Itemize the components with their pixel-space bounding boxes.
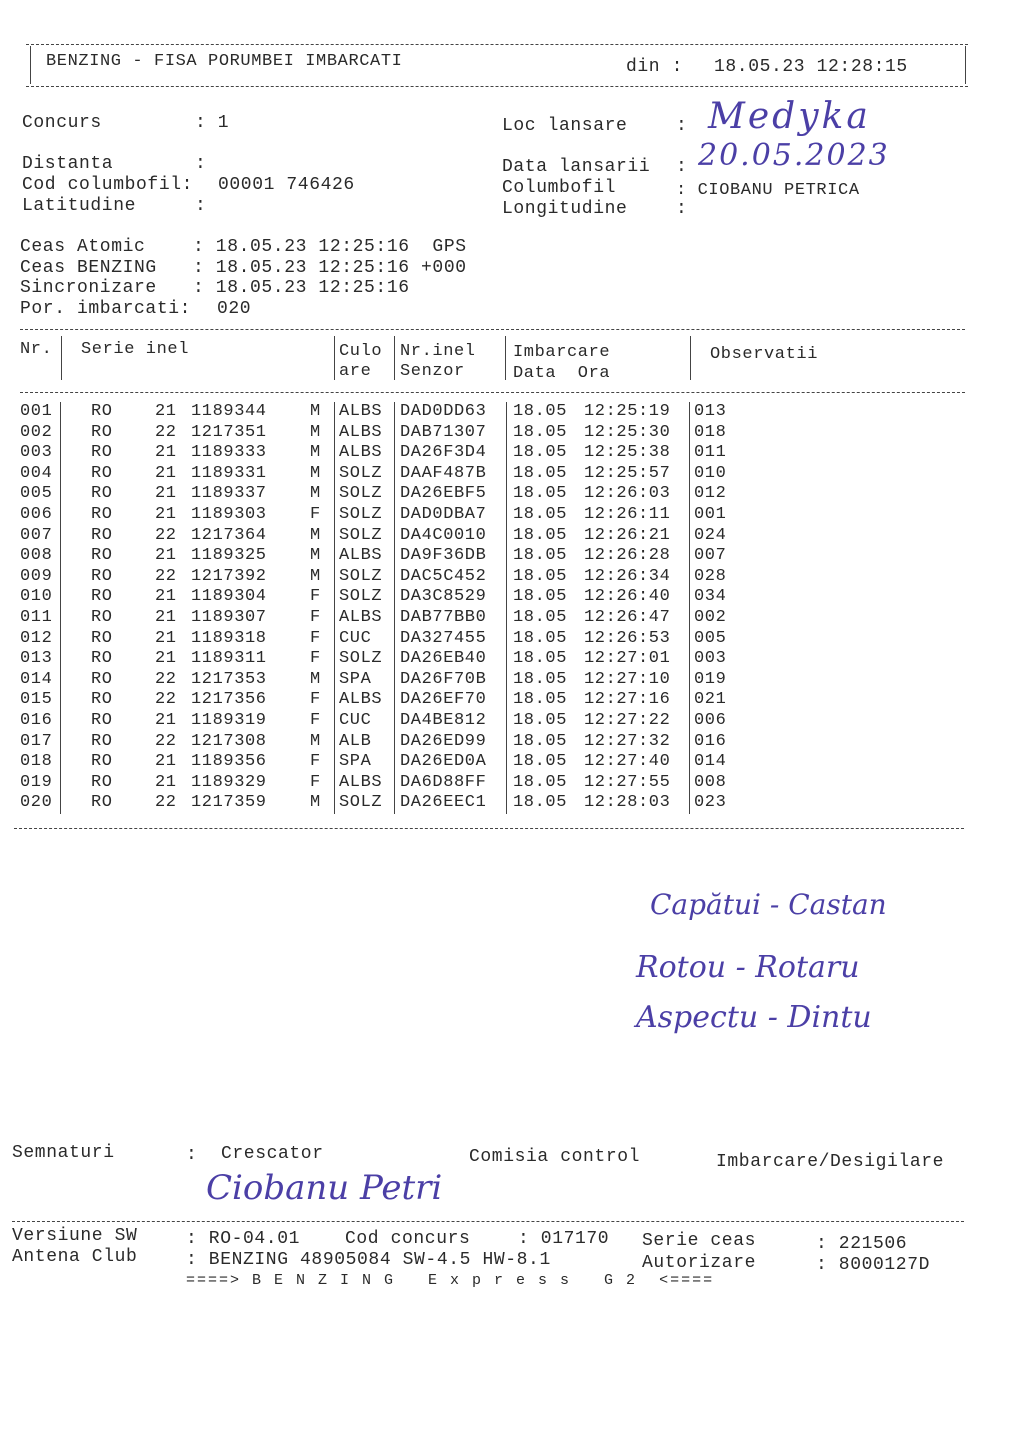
cell-country: RO xyxy=(91,731,113,751)
table-top-border xyxy=(20,329,965,330)
cell-country: RO xyxy=(91,484,113,504)
cell-year: 22 xyxy=(155,566,177,586)
cell-country: RO xyxy=(91,649,113,669)
cell-year: 22 xyxy=(155,731,177,751)
ceas-benzing-label: Ceas BENZING xyxy=(20,258,157,278)
table-header-bottom-border xyxy=(20,392,965,393)
cell-date: 18.05 xyxy=(513,711,568,730)
cell-obs: 003 xyxy=(694,649,727,669)
cell-color: SOLZ xyxy=(339,566,383,586)
sincronizare-value: : 18.05.23 12:25:16 xyxy=(193,278,410,298)
cell-year: 21 xyxy=(155,608,177,627)
col-header-data-ora: Data Ora xyxy=(513,364,611,383)
cell-date: 18.05 xyxy=(513,525,568,545)
cell-sensor: DA26ED0A xyxy=(400,752,487,772)
cell-year: 21 xyxy=(155,587,177,607)
cell-nr: 008 xyxy=(20,546,53,566)
cell-country: RO xyxy=(91,422,113,442)
cell-sex: M xyxy=(310,422,321,442)
cell-sex: F xyxy=(310,587,321,607)
cell-year: 21 xyxy=(155,463,177,483)
footer-top-border xyxy=(12,1221,964,1222)
cell-color: SOLZ xyxy=(339,793,383,813)
cell-obs: 014 xyxy=(694,752,727,772)
table-row xyxy=(0,608,1000,628)
cell-color: ALBS xyxy=(339,608,383,627)
col-divider-imbarcare xyxy=(690,336,691,380)
cell-sensor: DA26EBF5 xyxy=(400,484,487,504)
cell-time: 12:27:16 xyxy=(584,690,671,710)
cell-sex: M xyxy=(310,546,321,566)
cell-obs: 007 xyxy=(694,546,727,566)
cell-date: 18.05 xyxy=(513,484,568,504)
longitudine-label: Longitudine xyxy=(502,199,628,219)
cell-country: RO xyxy=(91,443,113,463)
cell-country: RO xyxy=(91,793,113,813)
cell-sensor: DA26EB40 xyxy=(400,649,487,669)
cell-nr: 006 xyxy=(20,505,53,524)
cell-year: 21 xyxy=(155,752,177,772)
cell-sex: M xyxy=(310,463,321,483)
data-lansarii-label: Data lansarii xyxy=(502,157,651,177)
cell-sensor: DA9F36DB xyxy=(400,546,487,566)
cell-obs: 002 xyxy=(694,608,727,627)
cell-country: RO xyxy=(91,587,113,607)
print-date-label: din : xyxy=(626,57,684,77)
cell-nr: 015 xyxy=(20,690,53,710)
cell-nr: 007 xyxy=(20,525,53,545)
cell-color: ALBS xyxy=(339,772,383,792)
cell-nr: 020 xyxy=(20,793,53,813)
cell-nr: 013 xyxy=(20,649,53,669)
sincronizare-label: Sincronizare xyxy=(20,278,157,298)
data-lansarii-colon: : xyxy=(676,157,688,177)
cell-time: 12:26:34 xyxy=(584,566,671,586)
cell-date: 18.05 xyxy=(513,463,568,483)
cell-ring: 1217356 xyxy=(191,690,267,710)
cell-ring: 1217351 xyxy=(191,422,267,442)
cell-ring: 1189318 xyxy=(191,628,267,648)
cell-color: SOLZ xyxy=(339,525,383,545)
cell-sensor: DA3C8529 xyxy=(400,587,487,607)
cell-time: 12:25:19 xyxy=(584,402,671,421)
cell-sensor: DAC5C452 xyxy=(400,566,487,586)
versiune-sw-label: Versiune SW xyxy=(12,1226,138,1246)
loc-lansare-colon: : xyxy=(676,116,688,136)
cell-sex: M xyxy=(310,731,321,751)
cell-time: 12:27:22 xyxy=(584,711,671,730)
body-divider-imbarcare xyxy=(506,402,507,814)
cod-columbofil-value: 00001 746426 xyxy=(218,175,355,195)
print-date-value: 18.05.23 12:28:15 xyxy=(714,57,908,77)
cell-ring: 1189319 xyxy=(191,711,267,730)
ceas-benzing-value: : 18.05.23 12:25:16 +000 xyxy=(193,258,467,278)
serie-ceas-value: : 221506 xyxy=(816,1234,908,1254)
cell-year: 22 xyxy=(155,422,177,442)
cell-sex: F xyxy=(310,628,321,648)
cell-nr: 010 xyxy=(20,587,53,607)
cell-sensor: DA4C0010 xyxy=(400,525,487,545)
cell-obs: 011 xyxy=(694,443,727,463)
cell-obs: 001 xyxy=(694,505,727,524)
table-row xyxy=(0,484,1000,504)
table-row xyxy=(0,423,1000,443)
cell-ring: 1217353 xyxy=(191,669,267,689)
ceas-atomic-label: Ceas Atomic xyxy=(20,237,146,257)
cell-sex: F xyxy=(310,690,321,710)
cell-country: RO xyxy=(91,752,113,772)
antena-club-label: Antena Club xyxy=(12,1247,138,1267)
cell-time: 12:26:53 xyxy=(584,628,671,648)
table-row xyxy=(0,773,1000,793)
cell-obs: 021 xyxy=(694,690,727,710)
cell-obs: 016 xyxy=(694,731,727,751)
table-row xyxy=(0,711,1000,731)
cell-color: ALBS xyxy=(339,402,383,421)
cell-year: 21 xyxy=(155,443,177,463)
cell-color: SOLZ xyxy=(339,649,383,669)
cell-date: 18.05 xyxy=(513,649,568,669)
cell-ring: 1189337 xyxy=(191,484,267,504)
cell-year: 22 xyxy=(155,525,177,545)
cell-country: RO xyxy=(91,505,113,524)
col-header-imbarcare: Imbarcare xyxy=(513,343,611,362)
cell-sensor: DA26F3D4 xyxy=(400,443,487,463)
cell-time: 12:26:28 xyxy=(584,546,671,566)
table-row xyxy=(0,526,1000,546)
longitudine-value: : xyxy=(676,199,688,219)
cell-ring: 1189329 xyxy=(191,772,267,792)
handwritten-note: Rotou - Rotaru xyxy=(636,950,860,985)
cell-date: 18.05 xyxy=(513,608,568,627)
cell-sensor: DAD0DD63 xyxy=(400,402,487,421)
cell-sex: F xyxy=(310,505,321,524)
col-header-senzor: Senzor xyxy=(400,362,465,381)
cell-date: 18.05 xyxy=(513,752,568,772)
col-header-nr: Nr. xyxy=(20,340,53,359)
table-row xyxy=(0,649,1000,669)
cell-sex: M xyxy=(310,402,321,421)
cell-year: 21 xyxy=(155,484,177,504)
cell-nr: 014 xyxy=(20,669,53,689)
cell-time: 12:26:40 xyxy=(584,587,671,607)
autorizare-value: : 8000127D xyxy=(816,1255,931,1275)
cell-time: 12:25:38 xyxy=(584,443,671,463)
table-row xyxy=(0,546,1000,566)
cell-nr: 009 xyxy=(20,566,53,586)
autorizare-label: Autorizare xyxy=(642,1253,757,1273)
cell-date: 18.05 xyxy=(513,793,568,813)
cell-date: 18.05 xyxy=(513,669,568,689)
table-row xyxy=(0,732,1000,752)
cell-date: 18.05 xyxy=(513,731,568,751)
cell-time: 12:26:21 xyxy=(584,525,671,545)
cell-color: ALBS xyxy=(339,422,383,442)
cell-country: RO xyxy=(91,546,113,566)
cell-date: 18.05 xyxy=(513,422,568,442)
cell-time: 12:27:10 xyxy=(584,669,671,689)
cell-year: 21 xyxy=(155,772,177,792)
cell-color: SOLZ xyxy=(339,484,383,504)
col-header-culo: Culo xyxy=(339,342,383,361)
cell-country: RO xyxy=(91,711,113,730)
cell-obs: 018 xyxy=(694,422,727,442)
cell-time: 12:26:11 xyxy=(584,505,671,524)
cell-year: 21 xyxy=(155,649,177,669)
cod-columbofil-label: Cod columbofil: xyxy=(22,175,194,195)
latitudine-value: : xyxy=(195,196,207,216)
cell-date: 18.05 xyxy=(513,772,568,792)
table-row xyxy=(0,587,1000,607)
table-row xyxy=(0,629,1000,649)
cell-obs: 019 xyxy=(694,669,727,689)
cell-year: 22 xyxy=(155,669,177,689)
loc-lansare-label: Loc lansare xyxy=(502,116,628,136)
antena-club-value: : BENZING 48905084 SW-4.5 HW-8.1 xyxy=(186,1250,551,1270)
header-top-border xyxy=(26,44,968,45)
cell-ring: 1189333 xyxy=(191,443,267,463)
cell-nr: 003 xyxy=(20,443,53,463)
cell-ring: 1189331 xyxy=(191,463,267,483)
cell-sex: M xyxy=(310,566,321,586)
cell-date: 18.05 xyxy=(513,505,568,524)
cell-sex: F xyxy=(310,608,321,627)
cell-obs: 010 xyxy=(694,463,727,483)
cell-obs: 024 xyxy=(694,525,727,545)
cell-ring: 1189344 xyxy=(191,402,267,421)
ceas-atomic-value: : 18.05.23 12:25:16 GPS xyxy=(193,237,467,257)
table-row xyxy=(0,752,1000,772)
cell-country: RO xyxy=(91,566,113,586)
col-header-are: are xyxy=(339,362,372,381)
cell-time: 12:26:03 xyxy=(584,484,671,504)
cell-sex: F xyxy=(310,772,321,792)
cell-time: 12:27:01 xyxy=(584,649,671,669)
col-divider-nrinel xyxy=(505,336,506,380)
cell-date: 18.05 xyxy=(513,443,568,463)
cell-ring: 1189356 xyxy=(191,752,267,772)
columbofil-label: Columbofil xyxy=(502,178,617,198)
cell-color: CUC xyxy=(339,711,372,730)
cell-obs: 028 xyxy=(694,566,727,586)
cell-date: 18.05 xyxy=(513,587,568,607)
cell-time: 12:25:30 xyxy=(584,422,671,442)
cell-color: ALBS xyxy=(339,443,383,463)
cell-color: SPA xyxy=(339,752,372,772)
por-imbarcati-label: Por. imbarcati: xyxy=(20,299,192,319)
cell-sensor: DA6D88FF xyxy=(400,772,487,792)
cell-ring: 1217308 xyxy=(191,731,267,751)
por-imbarcati-value: 020 xyxy=(217,299,252,319)
cell-sensor: DA26ED99 xyxy=(400,731,487,751)
document-title: BENZING - FISA PORUMBEI IMBARCATI xyxy=(46,52,403,71)
table-row xyxy=(0,690,1000,710)
cell-sensor: DA4BE812 xyxy=(400,711,487,730)
cell-color: CUC xyxy=(339,628,372,648)
cell-sensor: DAD0DBA7 xyxy=(400,505,487,524)
cell-country: RO xyxy=(91,608,113,627)
cell-nr: 016 xyxy=(20,711,53,730)
cell-date: 18.05 xyxy=(513,628,568,648)
col-divider-nr xyxy=(61,336,62,380)
cell-sex: M xyxy=(310,525,321,545)
cell-time: 12:26:47 xyxy=(584,608,671,627)
cell-sensor: DA26F70B xyxy=(400,669,487,689)
cell-color: SOLZ xyxy=(339,587,383,607)
cell-time: 12:27:55 xyxy=(584,772,671,792)
col-header-observatii: Observatii xyxy=(710,345,819,364)
cell-nr: 005 xyxy=(20,484,53,504)
cell-nr: 018 xyxy=(20,752,53,772)
cell-nr: 001 xyxy=(20,402,53,421)
cell-country: RO xyxy=(91,463,113,483)
table-row xyxy=(0,793,1000,813)
cell-color: ALB xyxy=(339,731,372,751)
header-right-border xyxy=(965,46,966,84)
cell-country: RO xyxy=(91,772,113,792)
col-header-serie: Serie inel xyxy=(81,340,190,359)
cell-obs: 005 xyxy=(694,628,727,648)
col-divider-serie xyxy=(334,336,335,380)
header-bottom-border xyxy=(26,86,968,87)
serie-ceas-label: Serie ceas xyxy=(642,1231,757,1251)
columbofil-value: : CIOBANU PETRICA xyxy=(676,181,860,200)
cell-nr: 012 xyxy=(20,628,53,648)
handwritten-note: Capătui - Castan xyxy=(650,888,887,921)
cell-color: SPA xyxy=(339,669,372,689)
cell-sex: F xyxy=(310,711,321,730)
cod-concurs-value: : 017170 xyxy=(518,1229,610,1249)
crescator-signature: Ciobanu Petri xyxy=(206,1168,443,1208)
semnaturi-label: Semnaturi xyxy=(12,1143,115,1163)
cell-year: 22 xyxy=(155,690,177,710)
cell-obs: 006 xyxy=(694,711,727,730)
cell-color: ALBS xyxy=(339,546,383,566)
distanta-value: : xyxy=(195,154,207,174)
cell-country: RO xyxy=(91,402,113,421)
cell-year: 21 xyxy=(155,546,177,566)
cell-time: 12:25:57 xyxy=(584,463,671,483)
cell-sex: M xyxy=(310,443,321,463)
table-row xyxy=(0,567,1000,587)
crescator-label: Crescator xyxy=(221,1144,324,1164)
cell-obs: 013 xyxy=(694,402,727,421)
table-row xyxy=(0,670,1000,690)
table-row xyxy=(0,443,1000,463)
data-lansarii-handwritten: 20.05.2023 xyxy=(698,138,890,173)
concurs-value: : 1 xyxy=(195,113,230,133)
body-divider-nrinel xyxy=(394,402,395,814)
cell-date: 18.05 xyxy=(513,566,568,586)
cell-sensor: DAB71307 xyxy=(400,422,487,442)
cell-sensor: DA26EEC1 xyxy=(400,793,487,813)
distanta-label: Distanta xyxy=(22,154,114,174)
cell-nr: 017 xyxy=(20,731,53,751)
cell-nr: 011 xyxy=(20,608,53,627)
cell-ring: 1217359 xyxy=(191,793,267,813)
table-bottom-border xyxy=(14,828,964,829)
cell-country: RO xyxy=(91,669,113,689)
cell-obs: 008 xyxy=(694,772,727,792)
cell-ring: 1217364 xyxy=(191,525,267,545)
cell-nr: 019 xyxy=(20,772,53,792)
col-header-nrinel: Nr.inel xyxy=(400,342,476,361)
cell-ring: 1189311 xyxy=(191,649,267,669)
cell-color: SOLZ xyxy=(339,463,383,483)
table-row xyxy=(0,505,1000,525)
cell-time: 12:27:40 xyxy=(584,752,671,772)
cell-obs: 034 xyxy=(694,587,727,607)
cell-nr: 002 xyxy=(20,422,53,442)
loc-lansare-handwritten: Medyka xyxy=(708,96,871,137)
cell-date: 18.05 xyxy=(513,546,568,566)
cell-country: RO xyxy=(91,690,113,710)
cell-obs: 023 xyxy=(694,793,727,813)
cell-year: 22 xyxy=(155,793,177,813)
cell-sex: M xyxy=(310,484,321,504)
benzing-express-banner: ====> B E N Z I N G E x p r e s s G 2 <==== xyxy=(186,1272,715,1289)
cell-obs: 012 xyxy=(694,484,727,504)
concurs-label: Concurs xyxy=(22,113,102,133)
cell-time: 12:27:32 xyxy=(584,731,671,751)
cell-sensor: DAAF487B xyxy=(400,463,487,483)
cod-concurs-label: Cod concurs xyxy=(345,1229,471,1249)
body-divider-obs xyxy=(689,402,690,814)
cell-year: 21 xyxy=(155,628,177,648)
col-divider-culo xyxy=(394,336,395,380)
table-row xyxy=(0,464,1000,484)
cell-sex: F xyxy=(310,649,321,669)
cell-color: ALBS xyxy=(339,690,383,710)
cell-ring: 1189325 xyxy=(191,546,267,566)
header-left-border xyxy=(30,46,31,84)
cell-sensor: DA26EF70 xyxy=(400,690,487,710)
cell-ring: 1217392 xyxy=(191,566,267,586)
cell-color: SOLZ xyxy=(339,505,383,524)
semnaturi-colon: : xyxy=(186,1145,198,1165)
body-divider-culo xyxy=(334,402,335,814)
cell-sex: F xyxy=(310,752,321,772)
body-divider-nr xyxy=(60,402,61,814)
cell-sex: M xyxy=(310,669,321,689)
cell-ring: 1189307 xyxy=(191,608,267,627)
cell-date: 18.05 xyxy=(513,690,568,710)
cell-country: RO xyxy=(91,628,113,648)
cell-ring: 1189303 xyxy=(191,505,267,524)
cell-year: 21 xyxy=(155,505,177,524)
cell-time: 12:28:03 xyxy=(584,793,671,813)
cell-sex: M xyxy=(310,793,321,813)
cell-ring: 1189304 xyxy=(191,587,267,607)
versiune-sw-value: : RO-04.01 xyxy=(186,1229,301,1249)
cell-year: 21 xyxy=(155,711,177,730)
imbarcare-desigilare-label: Imbarcare/Desigilare xyxy=(716,1152,945,1172)
cell-year: 21 xyxy=(155,402,177,421)
table-row xyxy=(0,402,1000,422)
cell-country: RO xyxy=(91,525,113,545)
cell-nr: 004 xyxy=(20,463,53,483)
comisia-control-label: Comisia control xyxy=(469,1147,641,1167)
cell-sensor: DAB77BB0 xyxy=(400,608,487,627)
cell-date: 18.05 xyxy=(513,402,568,421)
latitudine-label: Latitudine xyxy=(22,196,137,216)
cell-sensor: DA327455 xyxy=(400,628,487,648)
handwritten-note: Aspectu - Dintu xyxy=(636,1000,872,1035)
